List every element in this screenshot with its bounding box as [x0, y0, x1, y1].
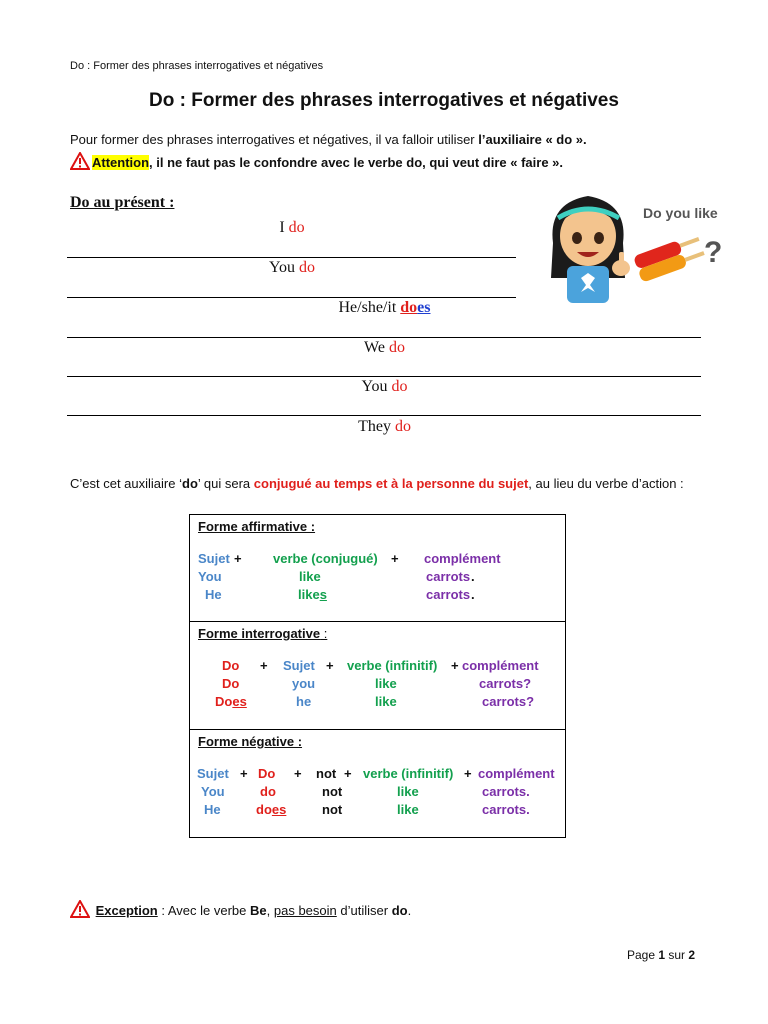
row-divider	[67, 257, 516, 258]
attention-text: , il ne faut pas le confondre avec le verbe do, qui veut dire « faire ».	[149, 155, 564, 170]
conjugation-row-they: They do	[358, 418, 411, 435]
row-divider	[67, 415, 701, 416]
attention-label: Attention	[92, 155, 150, 170]
intro-text: Pour former des phrases interrogatives et négatives, il va falloir utiliser	[70, 132, 479, 147]
do-you-like-caption: Do you like	[643, 205, 718, 221]
negative-title: Forme négative :	[198, 734, 303, 749]
page-title: Do : Former des phrases interrogatives et négatives	[149, 90, 619, 111]
affirmative-cell: Forme affirmative : Sujet + verbe (conjugué) + complément You like carrots . He likes carrots .	[190, 515, 565, 622]
conjugation-row-you: You do	[269, 259, 315, 276]
row-divider	[67, 337, 701, 338]
conjugation-row-we: We do	[364, 339, 405, 356]
row-divider	[67, 297, 516, 298]
question-mark: ?	[704, 236, 722, 269]
interrogative-title: Forme interrogative :	[198, 626, 328, 641]
girl-illustration	[543, 188, 633, 303]
running-header: Do : Former des phrases interrogatives et négatives	[70, 60, 324, 72]
row-divider	[67, 376, 701, 377]
warning-icon	[70, 152, 90, 170]
explanation-paragraph: C’est cet auxiliaire ‘do’ qui sera conjugué au temps et à la personne du sujet, au lieu du verbe d’action :	[70, 476, 684, 491]
exception-label: Exception	[95, 903, 158, 918]
conjugation-row-you-plural: You do	[361, 378, 408, 395]
attention-line	[70, 152, 563, 170]
intro-auxiliary: l’auxiliaire « do ».	[478, 132, 587, 147]
intro-line-1	[70, 132, 587, 147]
affirmative-title: Forme affirmative :	[198, 519, 316, 534]
negative-cell: Forme négative : Sujet + Do + not + verbe (infinitif) + complément You do not like carrots. He does not like carrots.	[197, 734, 555, 817]
page-number: Page 1 sur 2	[627, 948, 696, 962]
forms-table	[189, 514, 566, 838]
conjugation-row-i: I do	[279, 219, 305, 236]
exception-line: Exception : Avec le verbe Be, pas besoin d’utiliser do.	[70, 900, 411, 918]
popsicles-illustration	[630, 224, 722, 290]
conjugation-row-he: He/she/it does	[338, 299, 431, 316]
warning-icon	[70, 900, 90, 918]
section-title: Do au présent :	[70, 194, 175, 211]
interrogative-cell: Forme interrogative : Do + Sujet + verbe (infinitif) + complément Do you like carrots? Does he like carrots?	[190, 622, 565, 730]
